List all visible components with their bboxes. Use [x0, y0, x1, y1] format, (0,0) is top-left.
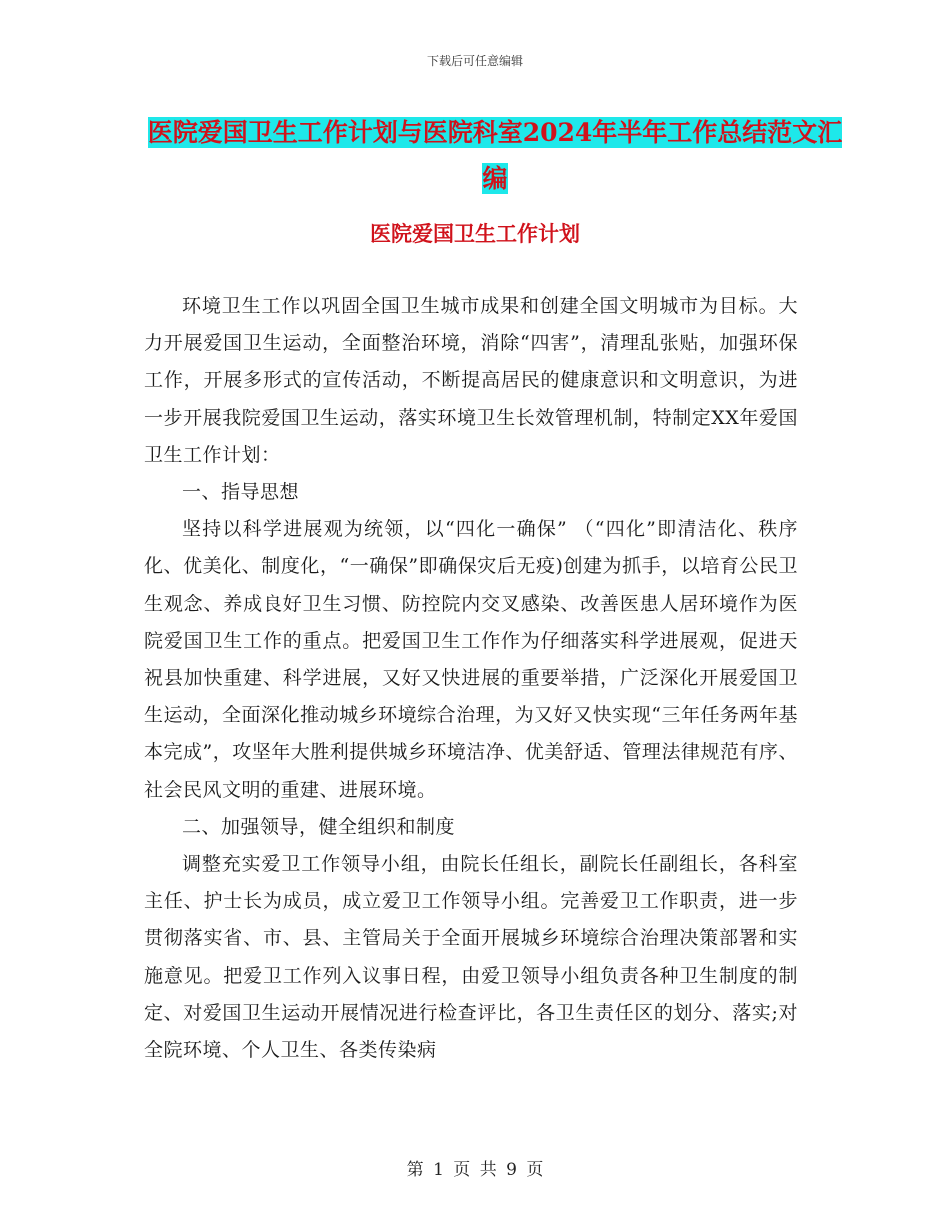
- document-title: [140, 110, 850, 202]
- paragraph-guiding-ideology: 坚持以科学进展观为统领，以“四化一确保” （“四化”即清洁化、秩序化、优美化、制度化，“一确保”即确保灾后无疫)创建为抓手，以培育公民卫生观念、养成良好卫生习惯、防控院内交叉感染、改善医患人居环境作为医院爱国卫生工作的重点。把爱国卫生工作作为仔细落实科学进展观，促进天祝县加快重建、科学进展，又好又快进展的重要举措，广泛深化开展爱国卫生运动，全面深化推动城乡环境综合治理，为又好又快实现“三年任务两年基本完成”，攻坚年大胜利提供城乡环境洁净、优美舒适、管理法律规范有序、社会民风文明的重建、进展环境。: [144, 518, 798, 801]
- heading-leadership: 二、加强领导，健全组织和制度: [182, 815, 456, 838]
- page-number: 第 1 页 共 9 页: [406, 1160, 544, 1180]
- document-title-text: 医院爱国卫生工作计划与医院科室2024年半年工作总结范文汇编: [147, 118, 843, 193]
- heading-guiding-ideology: 一、指导思想: [182, 481, 300, 504]
- paragraph-intro: 环境卫生工作以巩固全国卫生城市成果和创建全国文明城市为目标。大力开展爱国卫生运动，全面整治环境，消除“四害”，清理乱张贴，加强环保工作，开展多形式的宣传活动，不断提高居民的健康意识和文明意识，为进一步开展我院爱国卫生运动，落实环境卫生长效管理机制，特制定XX年爱国卫生工作计划：: [144, 295, 798, 466]
- paragraph-leadership: 调整充实爱卫工作领导小组，由院长任组长，副院长任副组长，各科室主任、护士长为成员，成立爱卫工作领导小组。完善爱卫工作职责，进一步贯彻落实省、市、县、主管局关于全面开展城乡环境综合治理决策部署和实施意见。把爱卫工作列入议事日程，由爱卫领导小组负责各种卫生制度的制定、对爱国卫生运动开展情况进行检查评比，各卫生责任区的划分、落实;对全院环境、个人卫生、各类传染病: [144, 853, 798, 1062]
- section-title: 医院爱国卫生工作计划: [370, 221, 580, 246]
- page-header-note: 下载后可任意编辑: [426, 54, 523, 68]
- document-body: [144, 288, 798, 1069]
